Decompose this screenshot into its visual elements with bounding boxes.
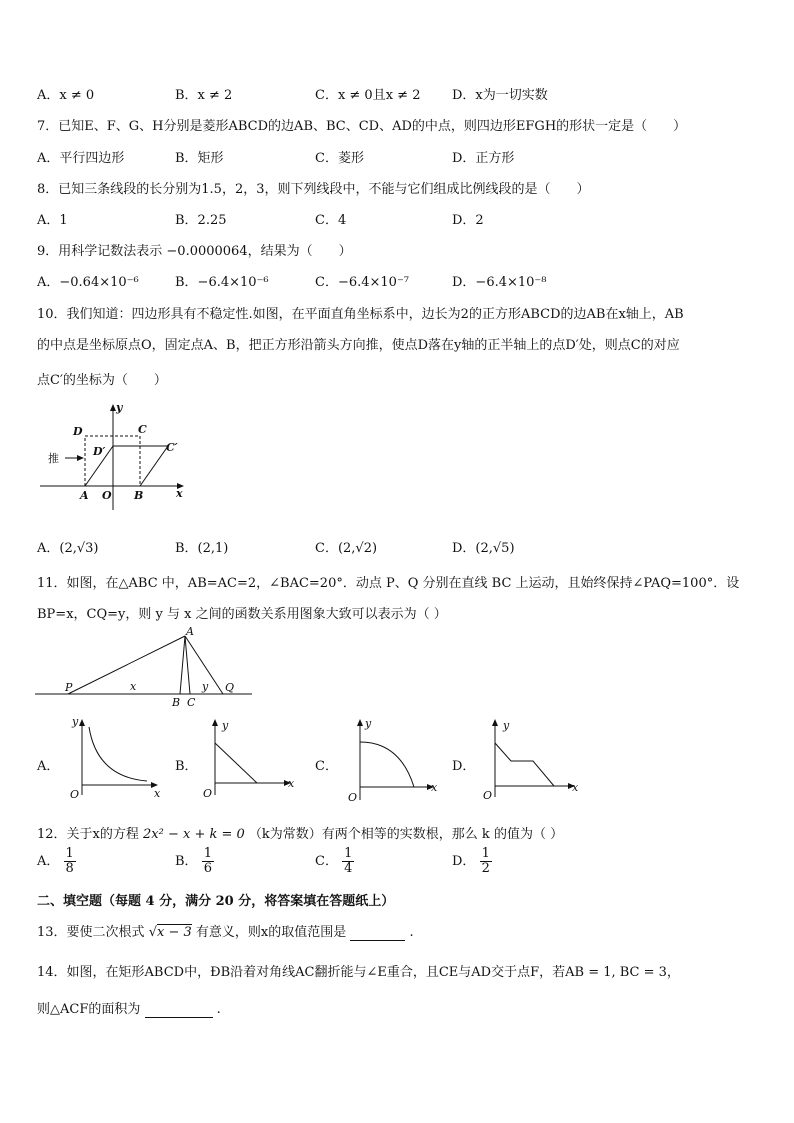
q7-option-a: A．平行四边形 <box>37 151 125 166</box>
q7-stem: 7．已知E、F、G、H分别是菱形ABCD的边AB、BC、CD、AD的中点，则四边形EFGH的形状一定是（ ） <box>37 119 687 134</box>
q11-graph-a-y: y <box>72 715 79 728</box>
q10-stem-line1: 10．我们知道：四边形具有不稳定性.如图，在平面直角坐标系中，边长为2的正方形ABCD的边AB在x轴上，AB <box>37 307 684 322</box>
q10-label-c: C <box>138 423 147 436</box>
q11-label-c: C <box>187 696 196 709</box>
q12-option-d-num: 1 <box>481 846 490 861</box>
q6-option-a: A．x ≠ 0 <box>37 88 95 103</box>
q11-graph-c-x: x <box>431 781 438 794</box>
q10-label-a: A <box>80 489 89 502</box>
q11-stem-line1: 11．如图，在△ABC 中，AB=AC=2，∠BAC=20°．动点 P、Q 分别在直线 BC 上运动，且始终保持∠PAQ=100°．设 <box>37 576 740 591</box>
q13-stem <box>37 921 414 941</box>
q11-graph-d-x: x <box>572 781 579 794</box>
q14-answer-blank[interactable] <box>145 1002 213 1018</box>
q12-stem <box>37 823 563 842</box>
q13-suffix: . <box>409 925 414 940</box>
q11-graph-b-x: x <box>288 777 295 790</box>
q12-stem-prefix: 12．关于x的方程 <box>37 827 139 842</box>
q13-radical: √x − 3 <box>148 925 192 940</box>
q12-option-b-num: 1 <box>203 846 212 861</box>
q7-option-c: C．菱形 <box>315 151 364 166</box>
q11-option-c-letter: C． <box>315 759 338 774</box>
q11-graph-d-y: y <box>503 719 510 732</box>
q11-label-a: A <box>186 625 194 638</box>
q11-label-x: x <box>130 680 137 693</box>
q10-label-d-prime: D′ <box>93 445 106 458</box>
q9-option-c: C．−6.4×10⁻⁷ <box>315 275 410 290</box>
q6-option-c: C．x ≠ 0且x ≠ 2 <box>315 88 421 103</box>
q12-option-c-den: 4 <box>344 861 353 876</box>
q11-option-a-letter: A． <box>37 759 60 774</box>
q11-label-y: y <box>202 680 209 693</box>
q10-label-x: x <box>176 487 183 500</box>
q12-option-c-num: 1 <box>344 846 353 861</box>
q10-option-d: D．(2,√5) <box>452 541 515 556</box>
q11-graph-a <box>62 715 172 805</box>
q13-answer-blank[interactable] <box>350 925 405 941</box>
q12-equation: 2x² − x + k = 0 <box>143 827 245 842</box>
q11-graph-c <box>340 715 450 805</box>
q14-line2 <box>37 998 221 1018</box>
q9-stem: 9．用科学记数法表示 −0.0000064，结果为（ ） <box>37 244 352 259</box>
q12-option-a-letter: A． <box>37 854 60 869</box>
section2-heading: 二、填空题（每题 4 分，满分 20 分，将答案填在答题纸上） <box>37 894 395 909</box>
q11-graph-c-o: O <box>348 791 358 804</box>
q12-option-c <box>315 847 354 876</box>
q12-stem-suffix: （k为常数）有两个相等的实数根，那么 k 的值为（ ） <box>248 827 564 842</box>
q10-label-d: D <box>73 425 83 438</box>
q11-graph-c-y: y <box>365 717 372 730</box>
q10-stem-line3: 点C′的坐标为（ ） <box>37 373 167 388</box>
q12-option-d-den: 2 <box>481 861 490 876</box>
q10-option-b: B．(2,1) <box>175 541 229 556</box>
q7-option-d: D．正方形 <box>452 151 515 166</box>
q8-option-b: B．2.25 <box>175 213 227 228</box>
q13-middle: 有意义，则x的取值范围是 <box>195 925 347 940</box>
q12-option-a <box>37 847 76 876</box>
q8-stem: 8．已知三条线段的长分别为1.5，2，3，则下列线段中，不能与它们组成比例线段的是（ ） <box>37 182 590 197</box>
q14-line1: 14．如图，在矩形ABCD中，ĐB沿着对角线AC翻折能与∠E重合，且CE与AD交于点F，若AB = 1, BC = 3， <box>37 965 680 980</box>
q6-option-d: D．x为一切实数 <box>452 88 548 103</box>
q14-line2-prefix: 则△ACF的面积为 <box>37 1002 141 1017</box>
q11-graph-a-x: x <box>154 787 161 800</box>
q9-option-a: A．−0.64×10⁻⁶ <box>37 275 139 290</box>
q7-option-b: B．矩形 <box>175 151 224 166</box>
q8-option-c: C．4 <box>315 213 347 228</box>
q11-graph-d-o: O <box>483 789 493 802</box>
q11-graph-d <box>475 715 585 805</box>
q9-option-d: D．−6.4×10⁻⁸ <box>452 275 547 290</box>
q11-label-p: P <box>65 681 73 694</box>
q10-option-c: C．(2,√2) <box>315 541 378 556</box>
q11-graph-b-o: O <box>203 787 213 800</box>
q11-option-d-letter: D． <box>452 759 476 774</box>
q10-label-o: O <box>102 489 112 502</box>
q11-stem-line2: BP=x，CQ=y，则 y 与 x 之间的函数关系用图象大致可以表示为（ ） <box>37 607 447 622</box>
q10-figure <box>40 400 200 515</box>
q10-stem-line2: 的中点是坐标原点O，固定点A、B，把正方形沿箭头方向推，使点D落在y轴的正半轴上的点D′处，则点C的对应 <box>37 338 680 353</box>
q10-option-a: A．(2,√3) <box>37 541 99 556</box>
q11-label-q: Q <box>225 681 235 694</box>
q10-label-y: y <box>116 401 123 414</box>
q12-option-d <box>452 847 492 876</box>
q10-label-b: B <box>134 489 144 502</box>
q11-graph-b-y: y <box>222 719 229 732</box>
q12-option-a-den: 8 <box>65 861 74 876</box>
q13-radicand: x − 3 <box>156 925 192 940</box>
q12-option-b-fraction <box>202 847 214 876</box>
q12-option-d-letter: D． <box>452 854 476 869</box>
q10-label-c-prime: C′ <box>166 441 178 454</box>
q6-option-b: B．x ≠ 2 <box>175 88 233 103</box>
q11-graph-a-o: O <box>70 788 80 801</box>
q12-option-a-fraction <box>64 847 76 876</box>
q11-option-b-letter: B． <box>175 759 198 774</box>
q12-option-a-num: 1 <box>65 846 74 861</box>
q11-figure <box>35 624 260 712</box>
q11-graph-b <box>195 715 305 805</box>
q8-option-a: A．1 <box>37 213 68 228</box>
q12-option-b-den: 6 <box>203 861 212 876</box>
q8-option-d: D．2 <box>452 213 484 228</box>
q12-option-b-letter: B． <box>175 854 198 869</box>
q14-line2-suffix: . <box>216 1002 221 1017</box>
q11-label-b: B <box>172 696 181 709</box>
q13-prefix: 13．要使二次根式 <box>37 925 145 940</box>
q12-option-c-letter: C． <box>315 854 338 869</box>
q9-option-b: B．−6.4×10⁻⁶ <box>175 275 269 290</box>
q12-option-b <box>175 847 214 876</box>
q10-label-push: 推 <box>48 452 59 465</box>
q12-option-c-fraction <box>342 847 354 876</box>
q12-option-d-fraction <box>480 847 492 876</box>
